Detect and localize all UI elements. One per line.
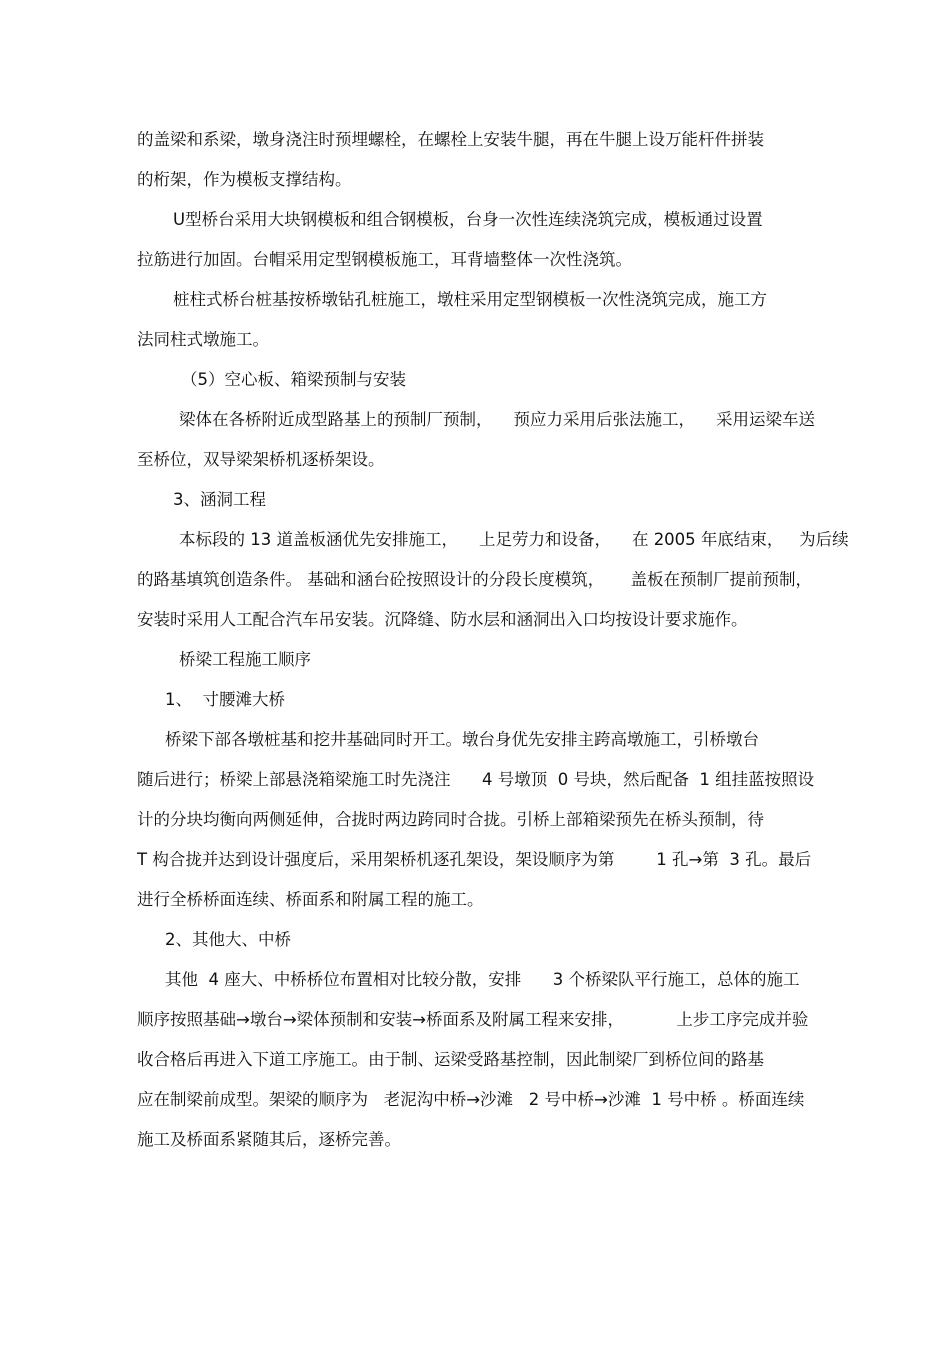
text-line-13: 安装时采用人工配合汽车吊安装。沉降缝、防水层和涵洞出入口均按设计要求施作。	[137, 610, 748, 629]
section-heading-bridge-order: 桥梁工程施工顺序	[179, 650, 311, 669]
text-line-25: 应在制梁前成型。架梁的顺序为 老泥沟中桥→沙滩 2 号中桥→沙滩 1 号中桥 。桥面连续	[137, 1090, 805, 1109]
text-line-26: 施工及桥面系紧随其后，逐桥完善。	[137, 1130, 401, 1149]
text-line-1: 的盖梁和系梁，墩身浇注时预埋螺栓，在螺栓上安装牛腿，再在牛腿上设万能杆件拼装	[137, 130, 764, 149]
text-line-5: 桩柱式桥台桩基按桥墩钻孔桩施工，墩柱采用定型钢模板一次性浇筑完成，施工方	[173, 290, 767, 309]
text-line-23: 顺序按照基础→墩台→梁体预制和安装→桥面系及附属工程来安排， 上步工序完成并验	[137, 1010, 809, 1029]
subheading-2: 2、其他大、中桥	[165, 930, 291, 949]
text-line-24: 收合格后再进入下道工序施工。由于制、运梁受路基控制，因此制梁厂到桥位间的路基	[137, 1050, 764, 1069]
text-line-18: 计的分块均衡向两侧延伸，合拢时两边跨同时合拢。引桥上部箱梁预先在桥头预制，待	[137, 810, 764, 829]
text-line-11: 本标段的 13 道盖板涵优先安排施工， 上足劳力和设备， 在 2005 年底结束， 为后续	[179, 530, 849, 549]
text-line-6: 法同柱式墩施工。	[137, 330, 269, 349]
section-heading-5: （5）空心板、箱梁预制与安装	[181, 370, 406, 389]
text-line-9: 至桥位，双导梁架桥机逐桥架设。	[137, 450, 385, 469]
text-line-17: 随后进行；桥梁上部悬浇箱梁施工时先浇注 4 号墩顶 0 号块，然后配备 1 组挂蓝按照设	[137, 770, 815, 789]
text-line-2: 的桁架，作为模板支撑结构。	[137, 170, 352, 189]
section-heading-3: 3、涵洞工程	[173, 490, 266, 509]
subheading-1: 1、 寸腰滩大桥	[165, 690, 285, 709]
text-line-12: 的路基填筑创造条件。 基础和涵台砼按照设计的分段长度模筑， 盖板在预制厂提前预制，	[137, 570, 812, 589]
text-line-19: T 构合拢并达到设计强度后，采用架桥机逐孔架设，架设顺序为第 1 孔→第 3 孔。最后	[137, 850, 812, 869]
text-line-20: 进行全桥桥面连续、桥面系和附属工程的施工。	[137, 890, 484, 909]
text-line-8: 梁体在各桥附近成型路基上的预制厂预制， 预应力采用后张法施工， 采用运梁车送	[179, 410, 815, 429]
text-line-16: 桥梁下部各墩桩基和挖井基础同时开工。墩台身优先安排主跨高墩施工，引桥墩台	[165, 730, 759, 749]
text-line-4: 拉筋进行加固。台帽采用定型钢模板施工，耳背墙整体一次性浇筑。	[137, 250, 632, 269]
text-line-3: U型桥台采用大块钢模板和组合钢模板，台身一次性连续浇筑完成，模板通过设置	[173, 210, 763, 229]
text-line-22: 其他 4 座大、中桥桥位布置相对比较分散，安排 3 个桥梁队平行施工，总体的施工	[165, 970, 800, 989]
